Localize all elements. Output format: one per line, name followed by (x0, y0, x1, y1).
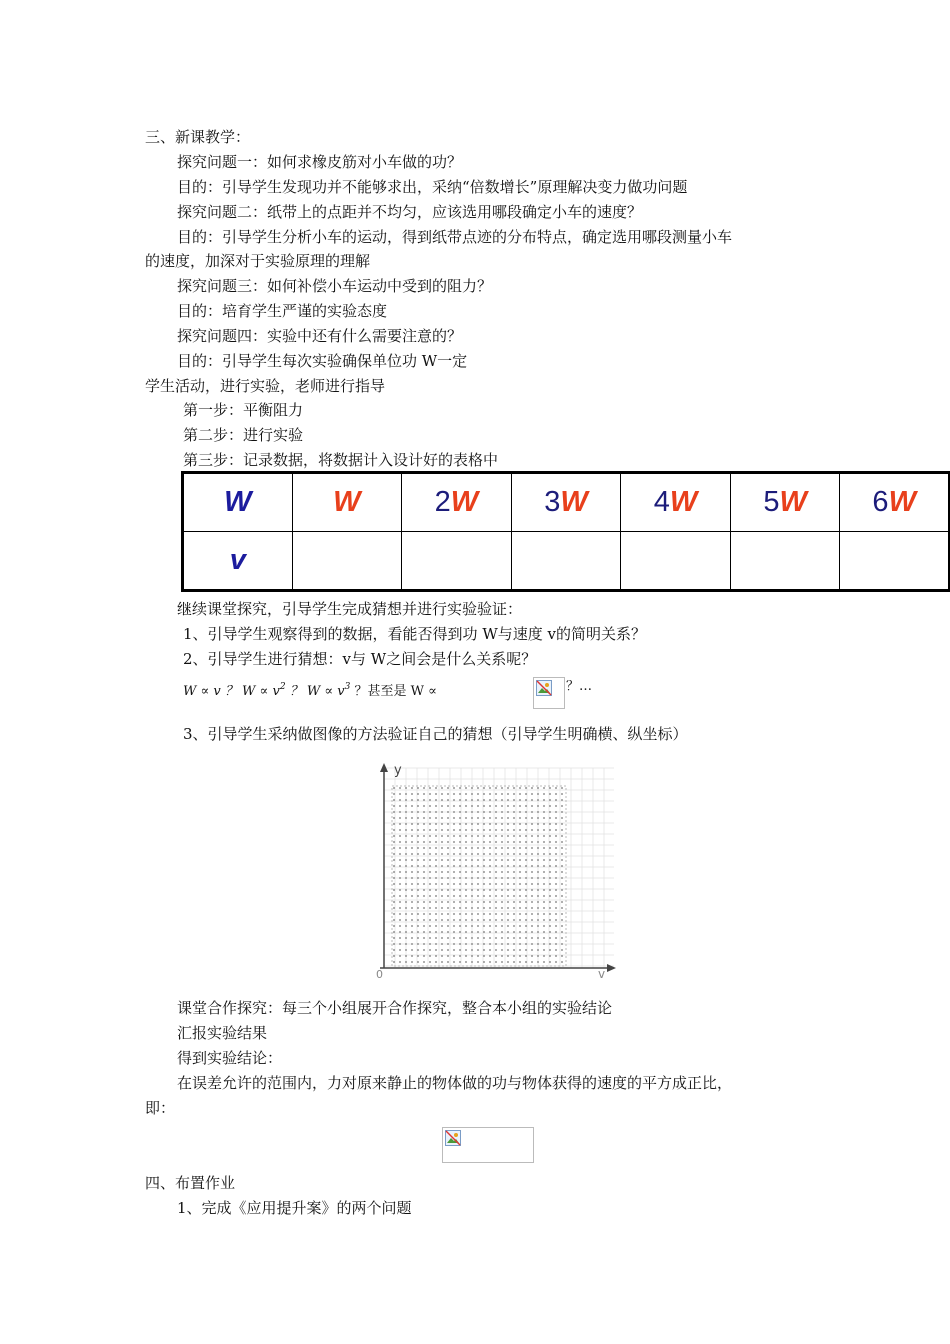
broken-image-icon (533, 677, 565, 709)
table-row-v (183, 532, 950, 591)
table-header-w: W (183, 473, 293, 532)
step-3: 第三步：记录数据，将数据计入设计好的表格中 (183, 451, 499, 469)
data-table (181, 471, 950, 592)
guess-c-exp: 3 (344, 682, 351, 692)
graph-paper (370, 760, 620, 978)
purpose-2b: 的速度，加深对于实验原理的理解 (145, 252, 371, 270)
guess-a: W ∝ v ？ (183, 684, 238, 699)
table-cell-empty (840, 532, 950, 591)
guess-b: W ∝ v (242, 684, 280, 699)
section-4-title: 四、布置作业 (145, 1174, 236, 1192)
table-cell: W (292, 473, 402, 532)
step-2: 第二步：进行实验 (183, 426, 304, 444)
broken-formula-image-icon (442, 1127, 534, 1163)
x-arrow-icon (607, 964, 616, 972)
continue-inquiry: 继续课堂探究，引导学生完成猜想并进行实验验证： (177, 600, 523, 618)
guess-e: ？… (566, 679, 593, 694)
guide-2: 2、引导学生进行猜想：v与 W之间会是什么关系呢？ (183, 650, 537, 668)
question-3: 探究问题三：如何补偿小车运动中受到的阻力？ (177, 277, 493, 295)
conclusion-a: 在误差允许的范围内，力对原来静止的物体做的功与物体获得的速度的平方成正比， (177, 1074, 733, 1092)
table-cell-empty (621, 532, 731, 591)
student-activity: 学生活动，进行实验，老师进行指导 (145, 377, 386, 395)
table-cell: 5W (730, 473, 840, 532)
report-results: 汇报实验结果 (177, 1024, 268, 1042)
table-cell: 2W (402, 473, 512, 532)
question-4: 探究问题四：实验中还有什么需要注意的？ (177, 327, 463, 345)
grid-dots (392, 786, 566, 966)
y-arrow-icon (380, 763, 388, 772)
purpose-1: 目的：引导学生发现功并不能够求出，采纳“倍数增长”原理解决变力做功问题 (177, 178, 688, 196)
guess-formula (183, 677, 437, 702)
conclusion-b: 即： (145, 1099, 176, 1117)
table-cell-empty (292, 532, 402, 591)
purpose-2a: 目的：引导学生分析小车的运动，得到纸带点迹的分布特点，确定选用哪段测量小车 (177, 228, 733, 246)
table-cell: 3W (511, 473, 621, 532)
x-axis-label: v (598, 967, 606, 978)
get-conclusion: 得到实验结论： (177, 1049, 283, 1067)
section-3-title: 三、新课教学： (145, 128, 251, 146)
guess-c: ？ W ∝ v (289, 684, 345, 699)
origin-label: 0 (376, 968, 383, 978)
cooperative-inquiry: 课堂合作探究：每三个小组展开合作探究，整合本小组的实验结论 (177, 999, 613, 1017)
question-1: 探究问题一：如何求橡皮筋对小车做的功？ (177, 153, 463, 171)
table-row-w (183, 473, 950, 532)
y-axis-label: y (394, 763, 402, 778)
table-cell-empty (511, 532, 621, 591)
table-cell: 6W (840, 473, 950, 532)
homework-1: 1、完成《应用提升案》的两个问题 (177, 1199, 412, 1217)
table-cell: 4W (621, 473, 731, 532)
guess-d: ？甚至是 W ∝ (354, 684, 437, 699)
table-header-v: v (183, 532, 293, 591)
guide-3: 3、引导学生采纳做图像的方法验证自己的猜想（引导学生明确横、纵坐标） (183, 725, 688, 743)
table-cell-empty (402, 532, 512, 591)
purpose-3: 目的：培育学生严谨的实验态度 (177, 302, 388, 320)
guess-b-exp: 2 (279, 682, 286, 692)
step-1: 第一步：平衡阻力 (183, 401, 304, 419)
table-cell-empty (730, 532, 840, 591)
question-2: 探究问题二：纸带上的点距并不均匀，应该选用哪段确定小车的速度？ (177, 203, 643, 221)
purpose-4: 目的：引导学生每次实验确保单位功 W一定 (177, 352, 468, 370)
guide-1: 1、引导学生观察得到的数据，看能否得到功 W与速度 v的简明关系？ (183, 625, 646, 643)
